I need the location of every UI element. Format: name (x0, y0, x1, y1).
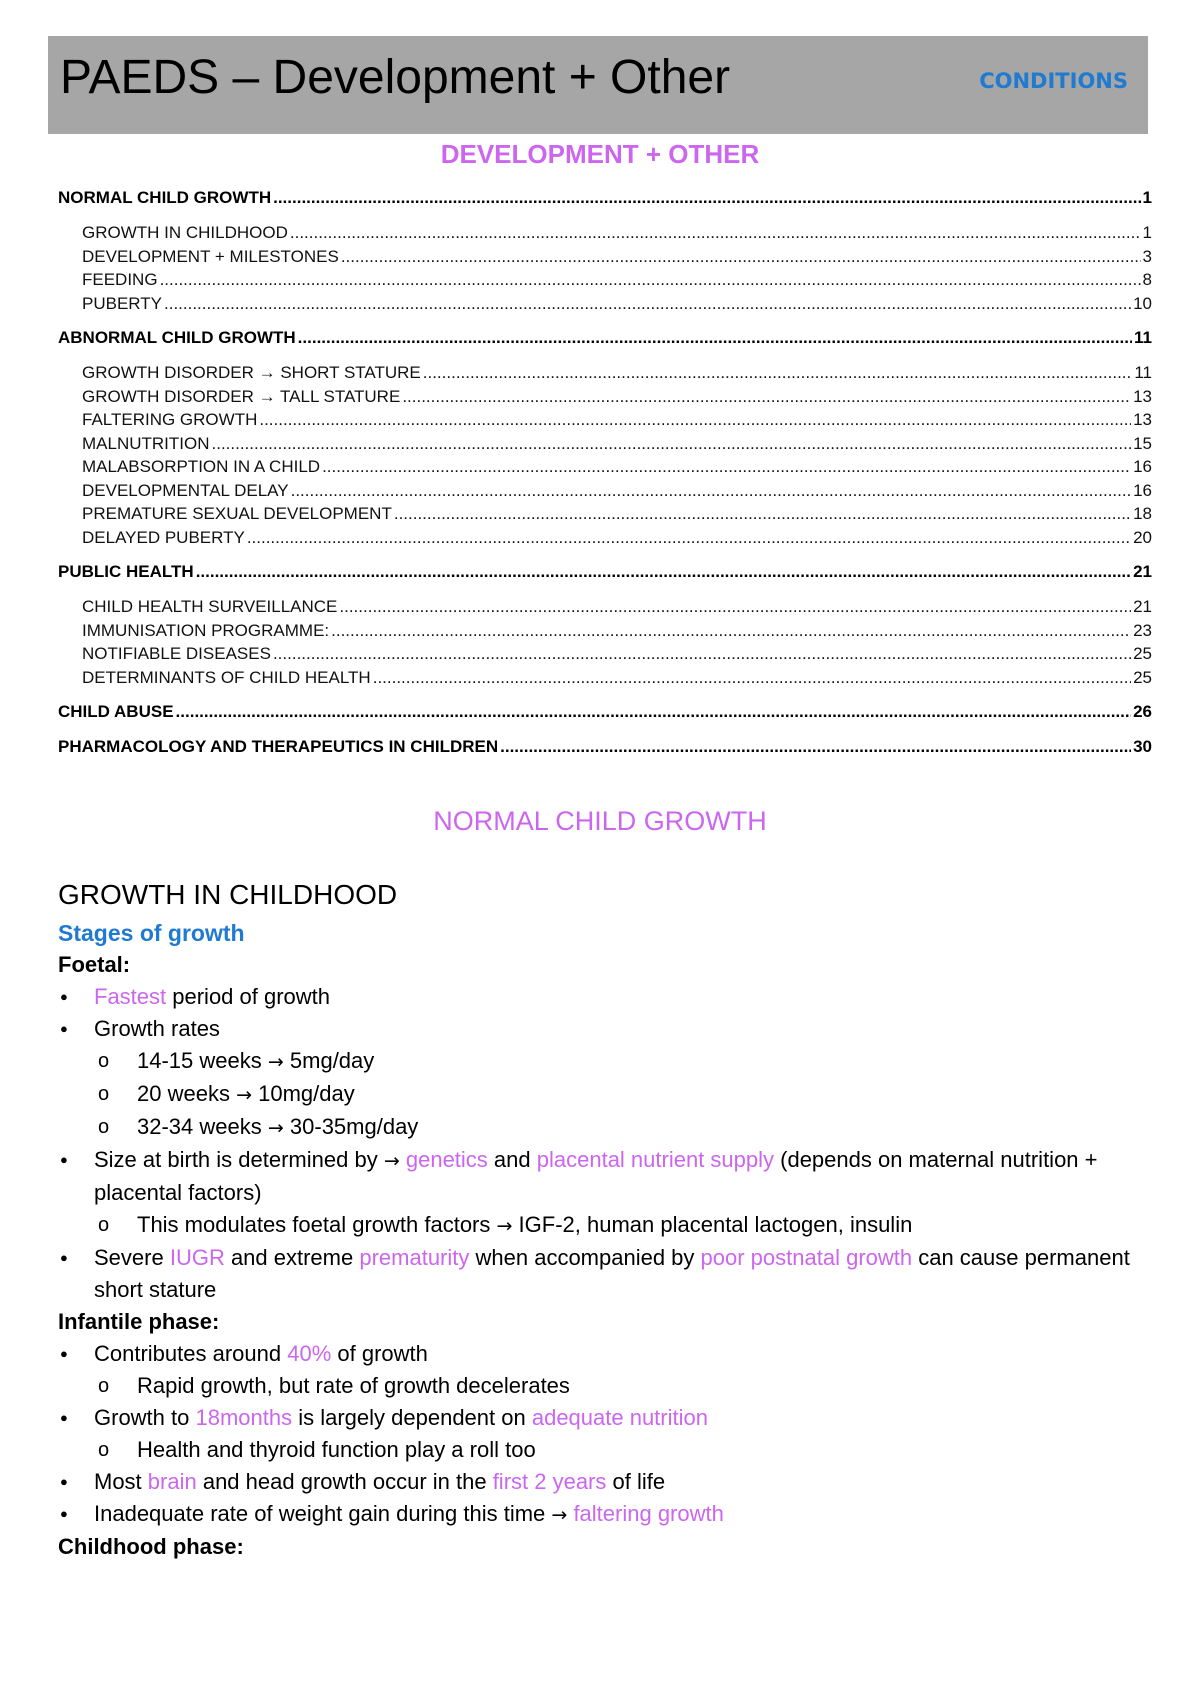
toc-subentry-page: 15 (1133, 433, 1152, 453)
arrow-right-icon: → (267, 1117, 284, 1139)
toc-subentry[interactable] (58, 245, 1152, 269)
foetal-list (58, 981, 1152, 1306)
toc-subentry-label: DETERMINANTS OF CHILD HEALTH (82, 667, 371, 687)
toc-subentry-label: FALTERING GROWTH (82, 410, 258, 429)
toc-entry-label: PHARMACOLOGY AND THERAPEUTICS IN CHILDREN (58, 737, 499, 756)
list-item: ● Growth to 18months is largely dependent on adequate nutrition (58, 1402, 1152, 1434)
toc-subentry[interactable] (58, 479, 1152, 503)
document-title: PAEDS – Development + Other (60, 51, 731, 104)
list-subitem: o 32-34 weeks → 30-35mg/day (58, 1111, 1152, 1144)
arrow-right-icon: → (236, 1084, 252, 1106)
toc-subentry[interactable] (58, 619, 1152, 643)
toc-subentry-label: GROWTH DISORDER → SHORT STATURE (82, 363, 421, 382)
toc-subentry[interactable] (58, 502, 1152, 526)
arrow-right-icon: → (496, 1215, 513, 1237)
toc-subentry-label: MALNUTRITION (82, 433, 210, 453)
toc-heading: DEVELOPMENT + OTHER (440, 139, 760, 169)
toc-entry-pharmacology[interactable] (58, 735, 1152, 759)
toc-subentry[interactable] (58, 432, 1152, 456)
toc-subentry-page: 25 (1133, 667, 1152, 687)
list-subitem: o 20 weeks → 10mg/day (58, 1078, 1152, 1111)
subheading-stages-of-growth: Stages of growth (58, 920, 245, 946)
toc-subentry-page: 21 (1133, 597, 1152, 616)
toc-entry-page: 30 (1133, 737, 1152, 756)
category-tag: CONDITIONS (979, 69, 1128, 93)
toc-subentry-page: 16 (1133, 480, 1152, 500)
toc-subentry-label: CHILD HEALTH SURVEILLANCE (82, 597, 338, 616)
list-subitem: o Health and thyroid function play a roll too (58, 1434, 1152, 1466)
toc-entry-page: 21 (1133, 562, 1152, 581)
toc-subentry[interactable] (58, 526, 1152, 550)
list-subitem: o 14-15 weeks → 5mg/day (58, 1045, 1152, 1078)
toc-subentry[interactable] (58, 642, 1152, 666)
list-item: ● Fastest period of growth (58, 981, 1152, 1013)
toc-subentry-page: 13 (1133, 386, 1152, 406)
arrow-right-icon: → (551, 1504, 568, 1526)
page-header (48, 36, 1148, 134)
toc-entry-page: 11 (1134, 328, 1152, 347)
list-item: ● Severe IUGR and extreme prematurity when accompanied by poor postnatal growth can cause permanent short stature (58, 1242, 1152, 1306)
toc-entry-label: ABNORMAL CHILD GROWTH (58, 328, 296, 347)
list-item: ● Size at birth is determined by → genetics and placental nutrient supply (depends on maternal nutrition + placental factors) (58, 1144, 1152, 1209)
toc-entry-label: CHILD ABUSE (58, 702, 174, 721)
toc-subentry-label: IMMUNISATION PROGRAMME: (82, 620, 330, 640)
toc-entry-page: 1 (1142, 188, 1152, 207)
toc-entry-label: PUBLIC HEALTH (58, 562, 194, 581)
toc-subentry[interactable] (58, 221, 1152, 245)
toc-subentry-page: 25 (1133, 644, 1152, 663)
toc-subentry-page: 8 (1142, 270, 1152, 289)
toc-entry-child-abuse[interactable] (58, 700, 1152, 724)
toc-subentry-page: 13 (1133, 410, 1152, 429)
toc-subentry[interactable] (58, 408, 1152, 432)
toc-subentry-label: DELAYED PUBERTY (82, 527, 245, 547)
main-content (58, 878, 1152, 1563)
toc-subentry[interactable] (58, 666, 1152, 690)
toc-entry-label: NORMAL CHILD GROWTH (58, 188, 272, 207)
list-item: ● Inadequate rate of weight gain during this time → faltering growth (58, 1498, 1152, 1531)
toc-subentry-label: FEEDING (82, 270, 158, 289)
toc-subentry-page: 3 (1142, 246, 1152, 266)
list-item: ● Contributes around 40% of growth (58, 1338, 1152, 1370)
toc-subentry-page: 11 (1134, 363, 1152, 382)
toc-subentry-label: PUBERTY (82, 293, 162, 313)
section-title: NORMAL CHILD GROWTH (433, 806, 767, 836)
heading-infantile-phase: Infantile phase: (58, 1309, 220, 1334)
toc-subentry[interactable] (58, 268, 1152, 292)
toc-subentry-page: 18 (1133, 504, 1152, 523)
toc-subentry[interactable] (58, 361, 1152, 385)
list-item: ● Most brain and head growth occur in the first 2 years of life (58, 1466, 1152, 1498)
list-subitem: o This modulates foetal growth factors → IGF-2, human placental lactogen, insulin (58, 1209, 1152, 1242)
toc-subentry[interactable] (58, 292, 1152, 316)
toc-entry-abnormal-child-growth[interactable] (58, 326, 1152, 350)
toc-subentry[interactable] (58, 385, 1152, 409)
toc-entry-page: 26 (1133, 702, 1152, 721)
heading-foetal: Foetal: (58, 952, 131, 977)
list-subitem: o Rapid growth, but rate of growth decelerates (58, 1370, 1152, 1402)
list-item: ● Growth rates (58, 1013, 1152, 1045)
toc-subentry-page: 20 (1133, 527, 1152, 547)
toc-subentry[interactable] (58, 455, 1152, 479)
toc-subentry-label: GROWTH DISORDER → TALL STATURE (82, 386, 401, 406)
toc-subentry-label: NOTIFIABLE DISEASES (82, 644, 271, 663)
infantile-list (58, 1338, 1152, 1531)
toc-subentry-page: 10 (1133, 293, 1152, 313)
toc-entry-normal-child-growth[interactable] (58, 186, 1152, 210)
heading-growth-in-childhood: GROWTH IN CHILDHOOD (58, 879, 398, 910)
toc-subentry-page: 23 (1133, 620, 1152, 640)
heading-childhood-phase: Childhood phase: (58, 1534, 244, 1559)
toc-entry-public-health[interactable] (58, 560, 1152, 584)
table-of-contents (58, 186, 1152, 759)
toc-subentry-label: GROWTH IN CHILDHOOD (82, 223, 288, 242)
arrow-right-icon: → (267, 1051, 284, 1073)
toc-subentry-label: DEVELOPMENT + MILESTONES (82, 246, 339, 266)
toc-subentry-label: PREMATURE SEXUAL DEVELOPMENT (82, 504, 392, 523)
toc-subentry-page: 16 (1133, 457, 1152, 476)
toc-subentry-page: 1 (1142, 223, 1152, 242)
arrow-right-icon: → (383, 1150, 400, 1172)
toc-subentry-label: MALABSORPTION IN A CHILD (82, 457, 321, 476)
toc-subentry[interactable] (58, 595, 1152, 619)
toc-subentry-label: DEVELOPMENTAL DELAY (82, 480, 289, 500)
